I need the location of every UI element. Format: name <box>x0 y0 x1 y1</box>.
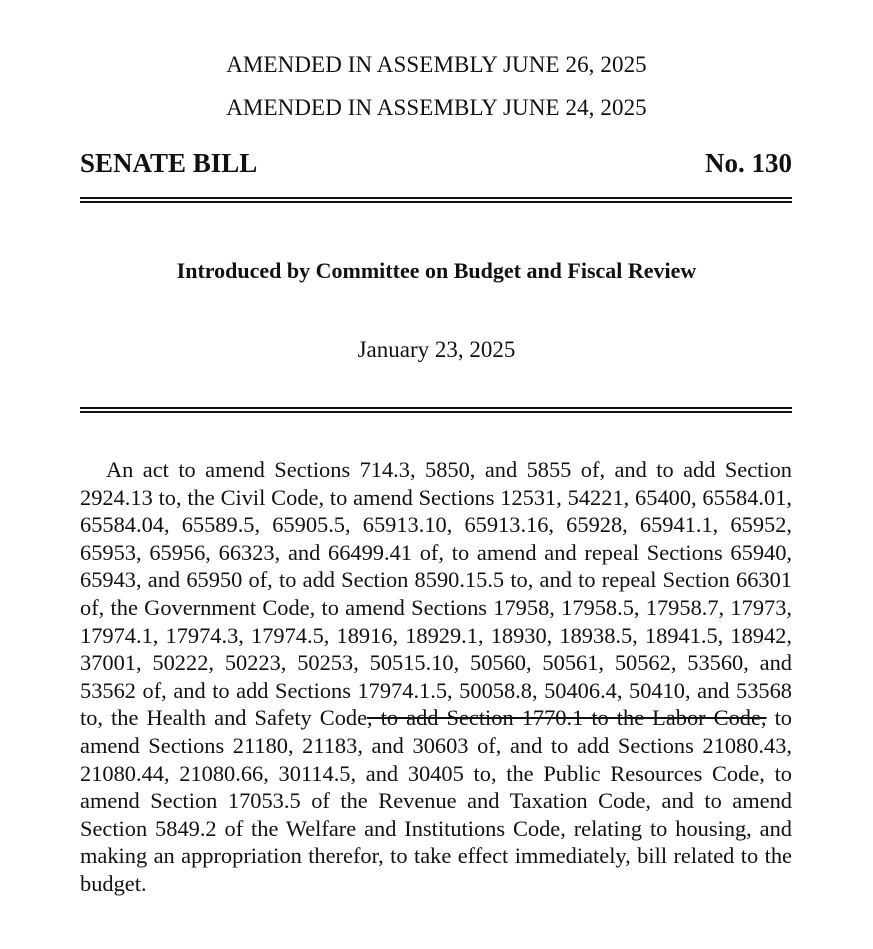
double-rule-top <box>80 197 792 203</box>
struck-text: , to add Section 1770.1 to the Labor Code, <box>367 705 767 731</box>
amendment-line-1: AMENDED IN ASSEMBLY JUNE 26, 2025 <box>226 52 647 77</box>
bill-type: SENATE BILL <box>80 148 258 178</box>
act-text-part-2: to amend Sections 21180, 21183, and 30603 of, and to add Sections 21080.43, 21080.44, 21080.66, 30114.5, and 30405 to, the Public Resources Code, to amend Section 17053.5 of the Revenue and Taxation Code, and to amend Section 5849.2 of the Welfare and Institutions Code, relating to housing, and making an appropriation therefor, to take effect immediately, bill related to the budget. <box>80 705 793 896</box>
introduced-by: Introduced by Committee on Budget and Fiscal Review <box>176 258 697 283</box>
double-rule-bottom <box>80 407 792 413</box>
act-description <box>80 456 792 898</box>
introduced-date: January 23, 2025 <box>357 337 516 362</box>
bill-number: No. 130 <box>705 148 792 178</box>
amendment-line-2: AMENDED IN ASSEMBLY JUNE 24, 2025 <box>226 95 647 120</box>
act-text-part-1: An act to amend Sections 714.3, 5850, and 5855 of, and to add Section 2924.13 to, the Civil Code, to amend Sections 12531, 54221, 65400, 65584.01, 65584.04, 65589.5, 65905.5, 65913.10, 65913.16, 65928, 65941.1, 65952, 65953, 65956, 66323, and 66499.41 of, to amend and repeal Sections 65940, 65943, and 65950 of, to add Section 8590.15.5 to, and to repeal Section 66301 of, the Government Code, to amend Sections 17958, 17958.5, 17958.7, 17973, 17974.1, 17974.3, 17974.5, 18916, 18929.1, 18930, 18938.5, 18941.5, 18942, 37001, 50222, 50223, 50253, 50515.10, 50560, 50561, 50562, 53560, and 53562 of, and to add Sections 17974.1.5, 50058.8, 50406.4, 50410, and 53568 to, the Health and Safety Code <box>80 457 792 731</box>
